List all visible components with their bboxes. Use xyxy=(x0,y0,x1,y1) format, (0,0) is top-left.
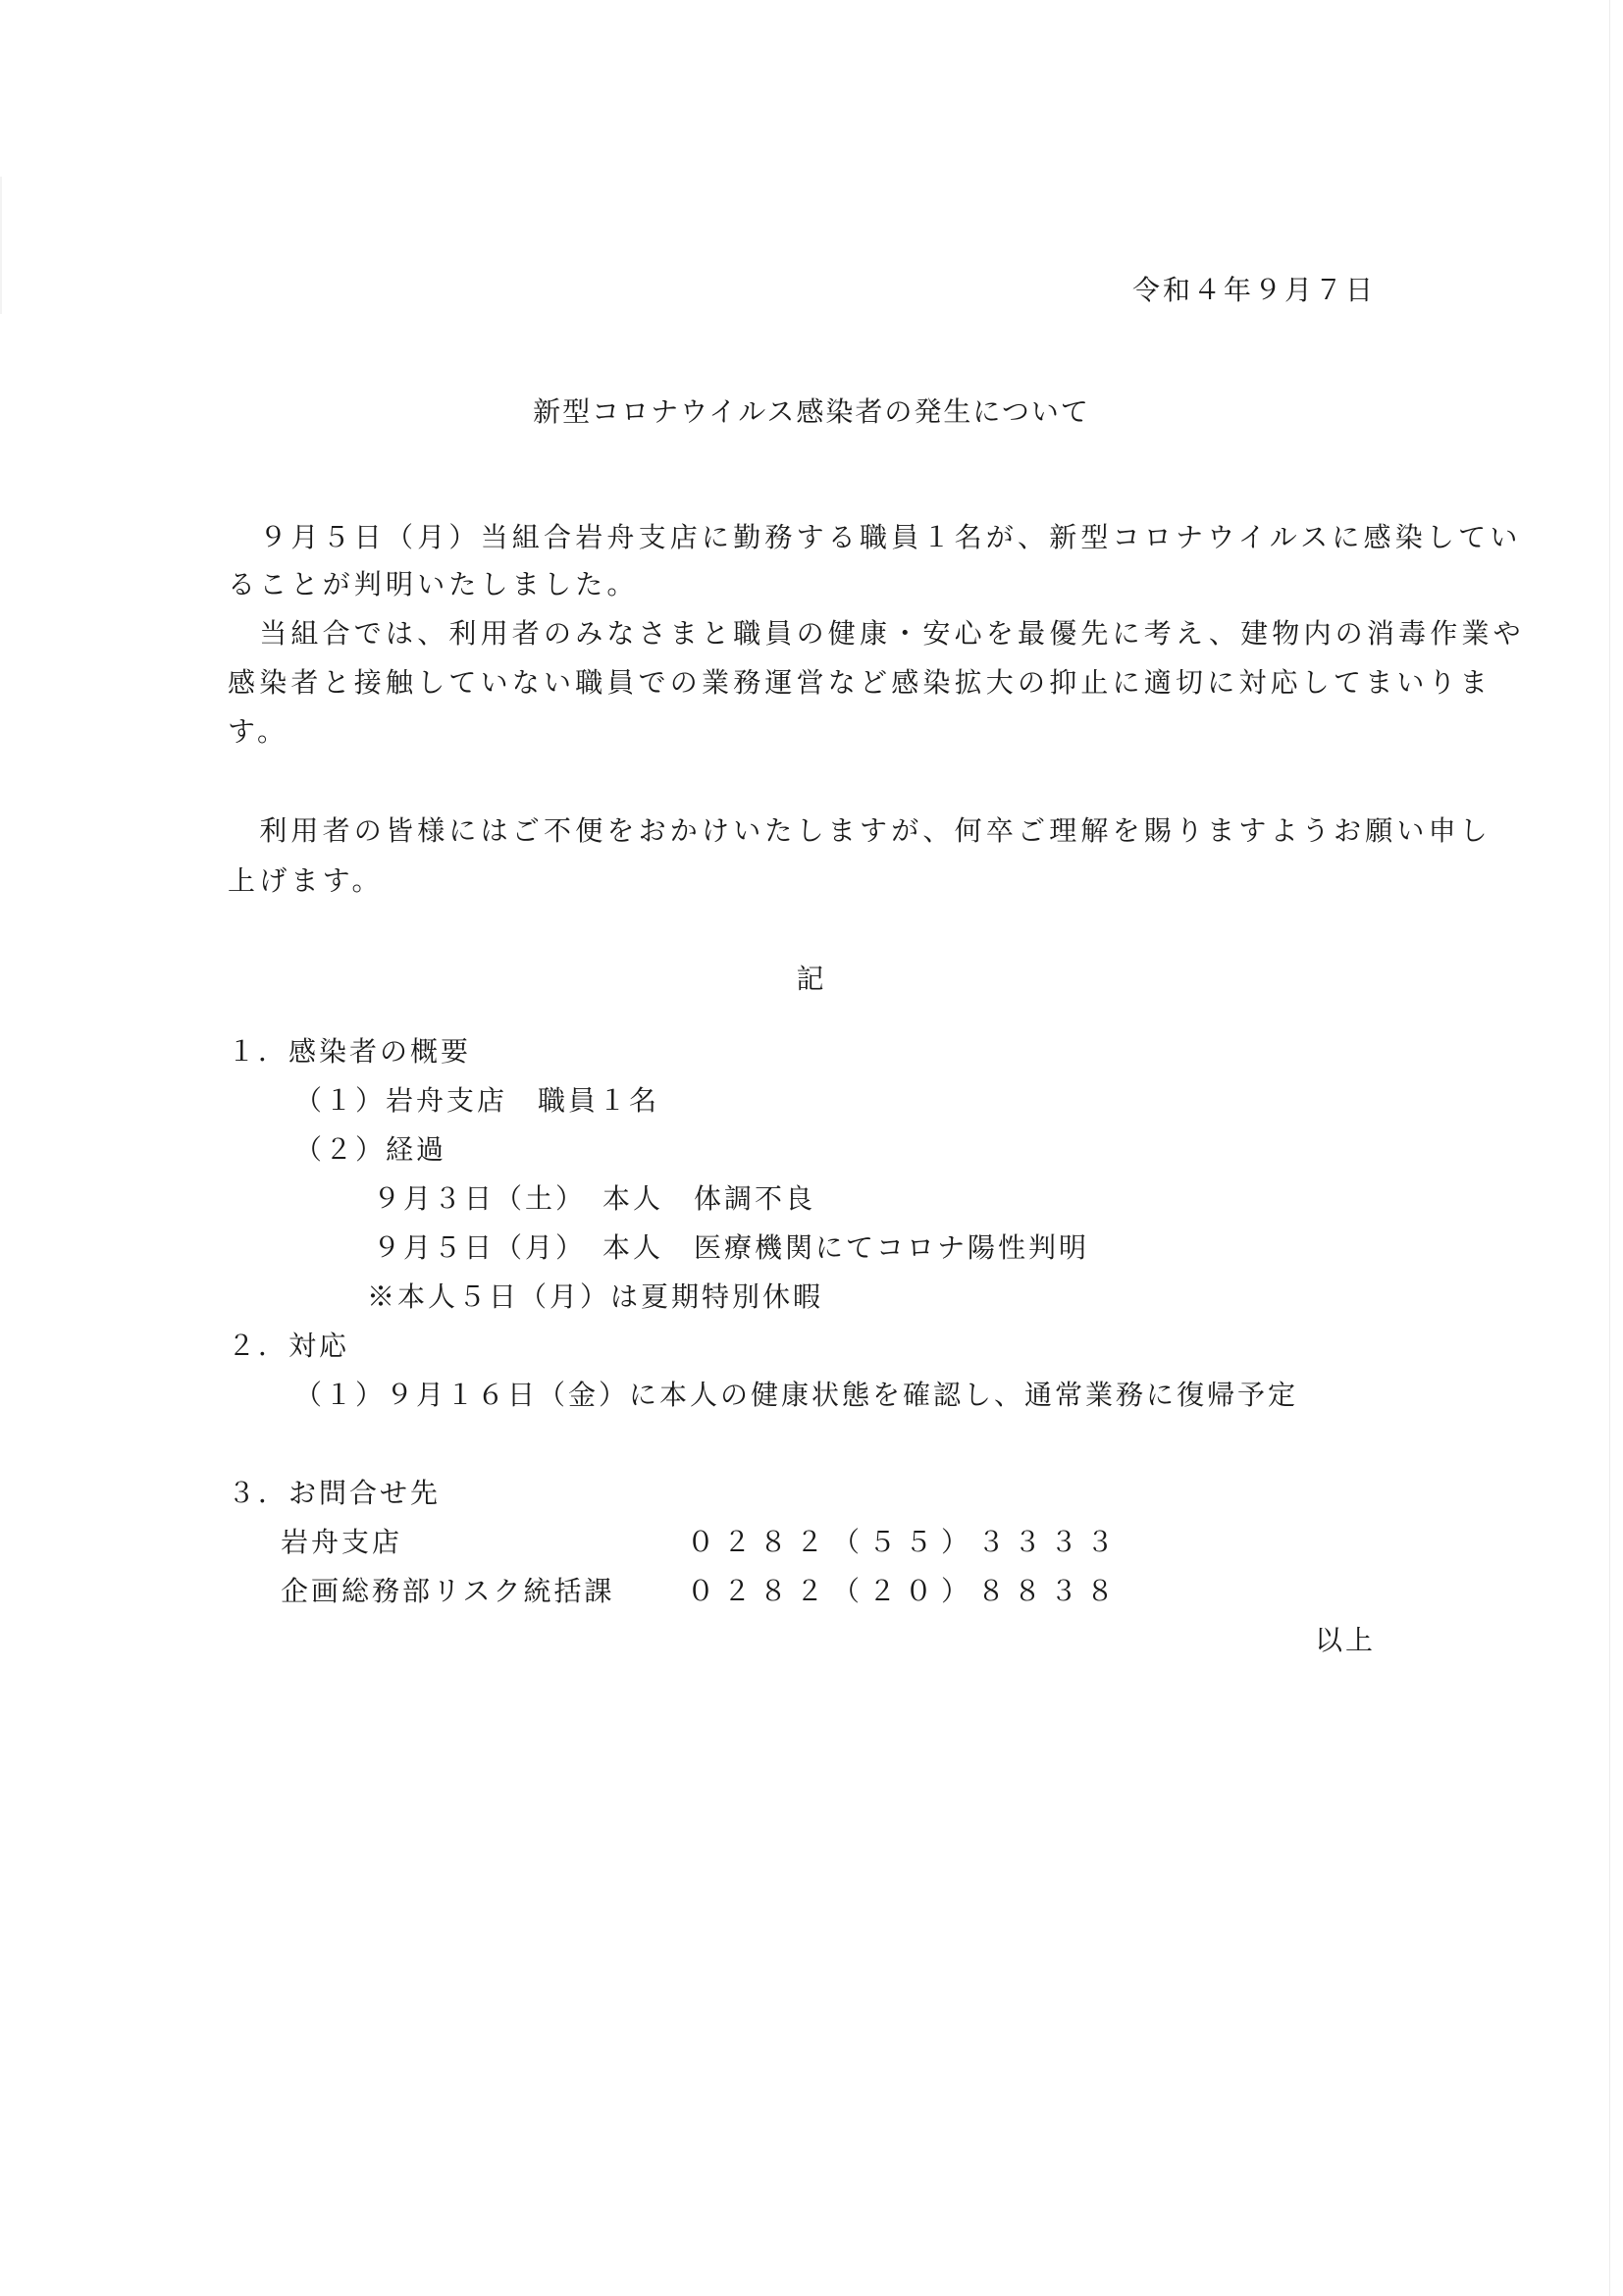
document-date: 令和４年９月７日 xyxy=(1131,274,1376,306)
paragraph-2-line-2: 感染者と接触していない職員での業務運営など感染拡大の抑止に適切に対応してまいりま xyxy=(228,666,1492,699)
contact-name: 企画総務部リスク統括課 xyxy=(281,1575,615,1607)
section-1-item-2: （２）経過 xyxy=(294,1133,447,1166)
paragraph-1-line-1: ９月５日（月）当組合岩舟支店に勤務する職員１名が、新型コロナウイルスに感染してい xyxy=(228,521,1522,553)
section-1-note: ※本人５日（月）は夏期特別休暇 xyxy=(367,1280,824,1313)
contact-phone: ０２８２（２０）８８３８ xyxy=(687,1575,1124,1607)
paragraph-1-line-2: ることが判明いたしました。 xyxy=(228,568,639,600)
section-1-event-2: ９月５日（月） 本人 医療機関にてコロナ陽性判明 xyxy=(373,1231,1090,1264)
section-1-item-1: （１）岩舟支店 職員１名 xyxy=(294,1084,660,1117)
contact-phone: ０２８２（５５）３３３３ xyxy=(687,1526,1124,1558)
ki-marker: 記 xyxy=(796,963,827,995)
scan-edge xyxy=(1609,0,1610,2296)
contact-name: 岩舟支店 xyxy=(281,1526,403,1558)
section-1-heading: １．感染者の概要 xyxy=(228,1035,472,1068)
section-3-heading: ３．お問合せ先 xyxy=(228,1477,442,1509)
paragraph-2-line-1: 当組合では、利用者のみなさまと職員の健康・安心を最優先に考え、建物内の消毒作業や xyxy=(228,617,1525,650)
section-2-heading: ２．対応 xyxy=(228,1330,350,1362)
document-title: 新型コロナウイルス感染者の発生について xyxy=(533,395,1090,428)
paragraph-2-line-3: す。 xyxy=(228,715,289,748)
closing-ijou: 以上 xyxy=(1314,1624,1376,1656)
paragraph-3-line-2: 上げます。 xyxy=(228,864,384,897)
section-1-event-1: ９月３日（土） 本人 体調不良 xyxy=(373,1182,816,1215)
paragraph-3-line-1: 利用者の皆様にはご不便をおかけいたしますが、何卒ご理解を賜りますようお願い申し xyxy=(228,814,1492,847)
section-2-item-1: （１）９月１６日（金）に本人の健康状態を確認し、通常業務に復帰予定 xyxy=(294,1379,1299,1411)
scan-mark xyxy=(0,177,2,314)
